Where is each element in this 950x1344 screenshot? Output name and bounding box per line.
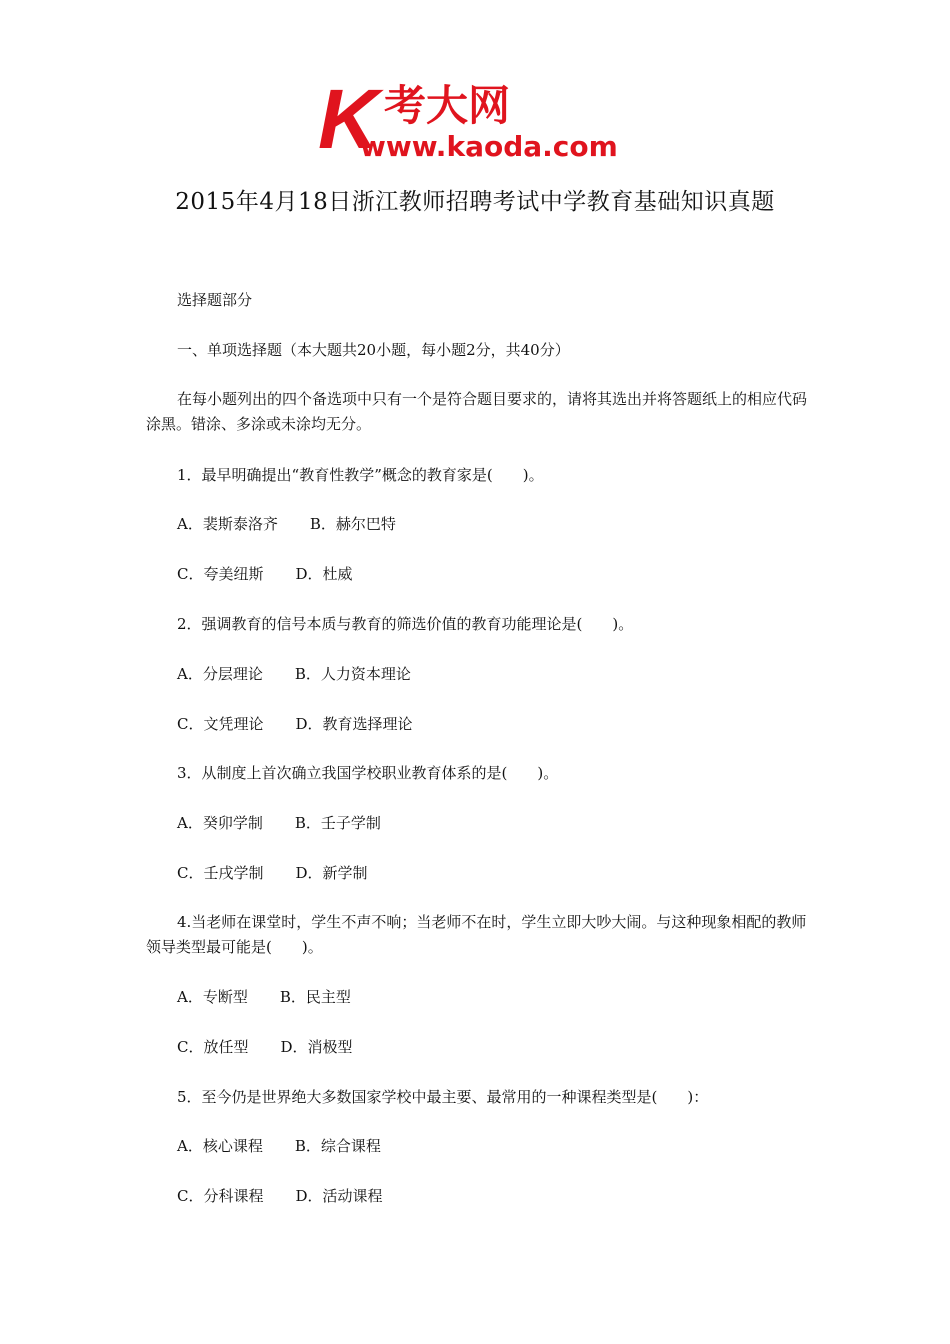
question-3-stem: 3．从制度上首次确立我国学校职业教育体系的是( )。: [177, 764, 559, 782]
option-a: A．分层理论: [177, 665, 263, 683]
question-4-options-cd: [177, 1037, 353, 1057]
option-a: A．癸卯学制: [177, 814, 263, 832]
question-4-options-ab: [177, 987, 351, 1007]
option-b: B．综合课程: [294, 1137, 381, 1155]
option-d: D．杜威: [295, 565, 353, 583]
option-b: B．人力资本理论: [294, 665, 411, 683]
part-heading: 一、单项选择题（本大题共20小题，每小题2分，共40分）: [177, 341, 570, 359]
logo-brand: 考大网: [384, 81, 511, 130]
option-a: A．专断型: [177, 988, 248, 1006]
option-c: C．夸美纽斯: [177, 565, 264, 583]
option-d: D．教育选择理论: [295, 715, 413, 733]
option-b: B．壬子学制: [294, 814, 381, 832]
question-1-options-ab: [177, 514, 396, 534]
question-5-options-ab: [177, 1136, 381, 1156]
question-3-options-cd: [177, 863, 368, 883]
option-d: D．新学制: [295, 864, 368, 882]
question-5-options-cd: [177, 1186, 383, 1206]
option-b: B．赫尔巴特: [309, 515, 396, 533]
question-2-options-cd: [177, 714, 413, 734]
question-1-options-cd: [177, 564, 353, 584]
question-5-stem: 5．至今仍是世界绝大多数国家学校中最主要、最常用的一种课程类型是( )：: [177, 1088, 709, 1106]
option-a: A．核心课程: [177, 1137, 263, 1155]
section-heading: 选择题部分: [177, 291, 253, 309]
option-c: C．放任型: [177, 1038, 249, 1056]
document-title: 2015年4月18日浙江教师招聘考试中学教育基础知识真题: [175, 189, 775, 215]
option-c: C．壬戌学制: [177, 864, 264, 882]
logo-letter: K: [318, 80, 379, 160]
option-d: D．活动课程: [295, 1187, 383, 1205]
option-c: C．分科课程: [177, 1187, 264, 1205]
option-d: D．消极型: [280, 1038, 353, 1056]
question-3-options-ab: [177, 813, 381, 833]
question-4-stem: 4.当老师在课堂时，学生不声不响；当老师不在时，学生立即大吵大闹。与这种现象相配的教师领导类型最可能是( )。: [146, 913, 807, 956]
option-c: C．文凭理论: [177, 715, 264, 733]
kaoda-logo: [318, 80, 638, 160]
option-b: B．民主型: [279, 988, 351, 1006]
question-2-options-ab: [177, 664, 411, 684]
option-a: A．裴斯泰洛齐: [177, 515, 278, 533]
question-2-stem: 2．强调教育的信号本质与教育的筛选价值的教育功能理论是( )。: [177, 615, 634, 633]
logo-url: www.kaoda.com: [360, 130, 618, 160]
question-1-stem: 1．最早明确提出“教育性教学”概念的教育家是( )。: [177, 466, 544, 484]
instruction-paragraph: 在每小题列出的四个备选项中只有一个是符合题目要求的，请将其选出并将答题纸上的相应代码涂黑。错涂、多涂或未涂均无分。: [146, 390, 808, 433]
